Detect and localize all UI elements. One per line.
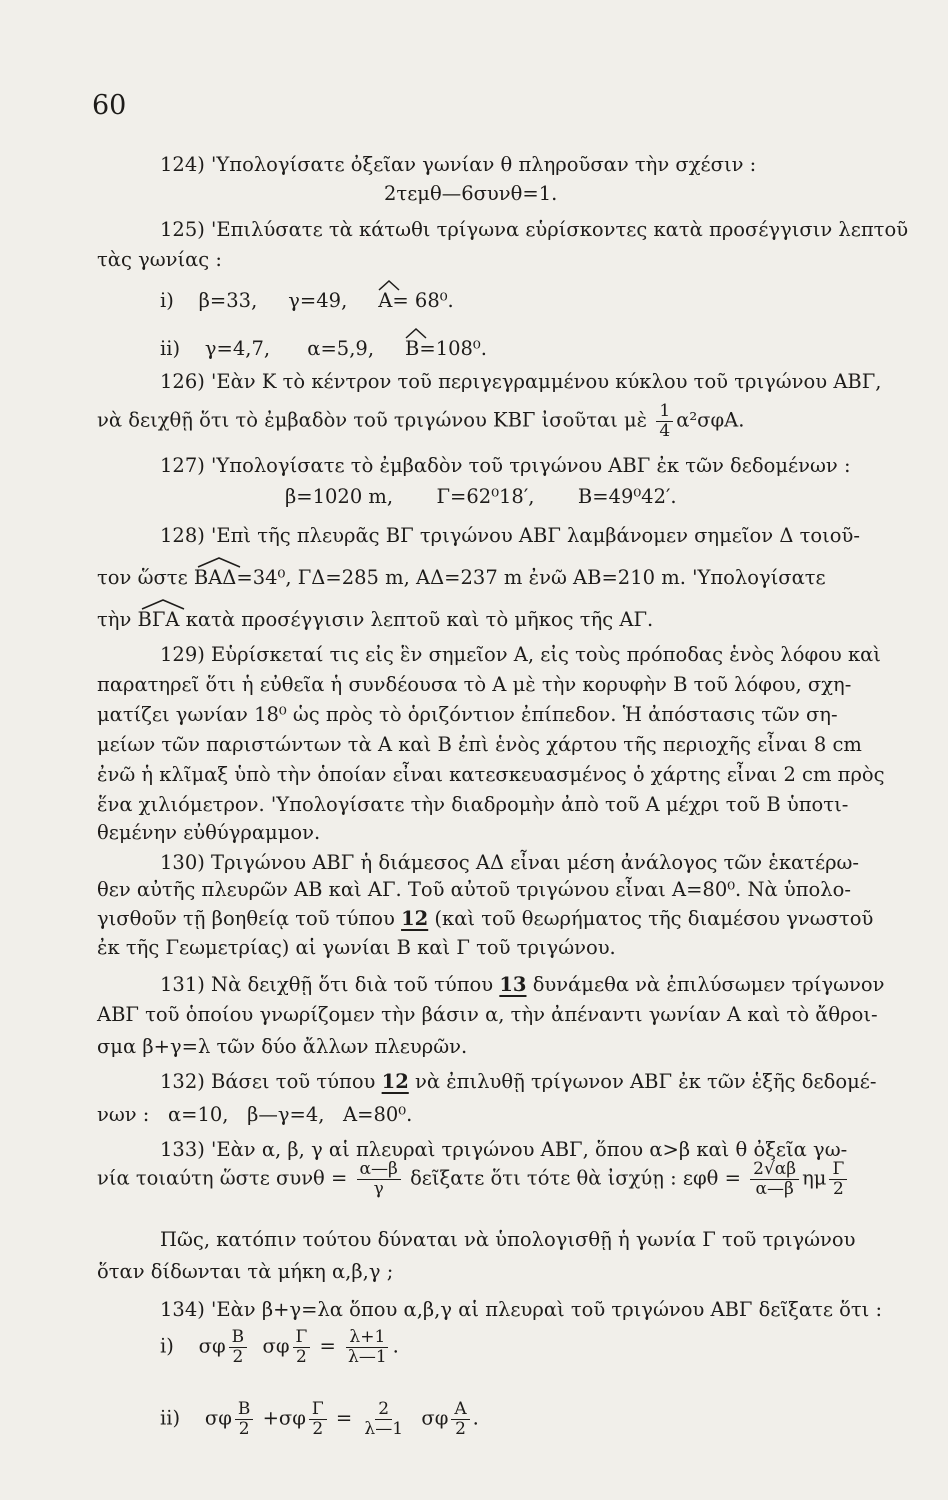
problem-129-line-4: μείων τῶν παριστώντων τὰ Α καὶ Β ἐπὶ ἑνὸς χάρτου τῆς περιοχῆς εἶναι 8 cm xyxy=(97,733,862,756)
formula-reference: 12 xyxy=(381,1070,409,1093)
text: = xyxy=(335,1406,353,1430)
fraction: $\frac{A}{2}$ xyxy=(451,1400,469,1438)
problem-129-line-5: ἐνῶ ἡ κλῖμαξ ὑπὸ τὴν ὁποίαν εἶναι κατεσκευασμένος ὁ χάρτης εἶναι 2 cm πρὸς xyxy=(97,763,885,786)
problem-130-line-1: 130) Τριγώνου ΑΒΓ ἡ διάμεσος ΑΔ εἶναι μέση ἀνάλογος τῶν ἑκατέρω- xyxy=(160,851,860,874)
fraction-half-gamma: $\frac{\Gamma}{2}$ xyxy=(829,1160,847,1198)
fraction: $\frac{B}{2}$ xyxy=(235,1400,254,1438)
value-g: Γ=62⁰18′, xyxy=(436,485,535,508)
fraction-cos: $\frac{\alpha—\beta}{\gamma}$ xyxy=(357,1160,401,1198)
angle-hat-icon xyxy=(194,556,244,568)
problem-128-line-1: 128) 'Επὶ τῆς πλευρᾶς ΒΓ τριγώνου ΑΒΓ λαμβάνομεν σημεῖον Δ τοιοῦ- xyxy=(160,524,860,547)
problem-133-line-1: 133) 'Εὰν α, β, γ αἱ πλευραὶ τριγώνου ΑΒΓ, ὅπου α>β καὶ θ ὀξεῖα γω- xyxy=(160,1138,848,1161)
value-a: = 68⁰. xyxy=(392,289,454,312)
formula-reference: 12 xyxy=(401,907,429,930)
value-b: =108⁰. xyxy=(419,337,487,360)
angle-hat-icon xyxy=(138,598,188,610)
text: ημ xyxy=(802,1166,827,1190)
problem-124-equation: 2τεμθ—6συνθ=1. xyxy=(384,182,558,205)
problem-132-line-2: νων : α=10, β—γ=4, A=80⁰. xyxy=(97,1103,413,1126)
case-label: i) xyxy=(160,1334,174,1358)
value-a: α=5,9, xyxy=(307,337,375,360)
page-number: 60 xyxy=(92,90,127,121)
angle-bga: ΒΓΑ xyxy=(138,610,180,630)
text: = xyxy=(319,1334,336,1358)
problem-128-line-3 xyxy=(97,610,653,630)
problem-125-line-1: 125) 'Επιλύσατε τὰ κάτωθι τρίγωνα εὑρίσκοντες κατὰ προσέγγισιν λεπτοῦ xyxy=(160,218,909,241)
text: δεῖξατε ὅτι τότε θὰ ἰσχύῃ : εφθ = xyxy=(410,1166,741,1190)
fraction: $\frac{2}{\lambda—1}$ xyxy=(364,1399,404,1439)
text: γισθοῦν τῇ βοηθείᾳ τοῦ τύπου xyxy=(97,907,395,930)
text: δυνάμεθα νὰ ἐπιλύσωμεν τρίγωνον xyxy=(532,973,885,996)
text: . xyxy=(392,1334,399,1358)
value-g: γ=4,7, xyxy=(204,337,271,360)
text: +σφ xyxy=(262,1406,306,1430)
problem-127-line-1: 127) 'Υπολογίσατε τὸ ἐμβαδὸν τοῦ τριγώνου ΑΒΓ ἐκ τῶν δεδομένων : xyxy=(160,454,851,477)
angle-hat-icon xyxy=(378,279,400,291)
text: σφ xyxy=(262,1334,290,1358)
text: . xyxy=(472,1406,479,1430)
text: τον ὥστε xyxy=(97,566,188,589)
problem-131-line-2: ΑΒΓ τοῦ ὁποίου γνωρίζομεν τὴν βάσιν α, τὴν ἀπέναντι γωνίαν Α καὶ τὸ ἄθροι- xyxy=(97,1003,878,1026)
text: σφ xyxy=(198,1334,226,1358)
text: σφ xyxy=(421,1406,449,1430)
problem-130-line-2: θεν αὐτῆς πλευρῶν ΑΒ καὶ ΑΓ. Τοῦ αὐτοῦ τριγώνου εἶναι Α=80⁰. Νὰ ὑπολο- xyxy=(97,878,851,901)
fraction: $\frac{\lambda+1}{\lambda—1}$ xyxy=(348,1327,387,1367)
formula-reference: 13 xyxy=(499,973,527,996)
problem-129-line-6: ἕνα χιλιόμετρον. 'Υπολογίσατε τὴν διαδρομὴν ἀπὸ τοῦ Α μέχρι τοῦ Β ὑποτι- xyxy=(97,793,849,816)
problem-125-case-ii xyxy=(160,339,487,359)
problem-130-line-4: ἐκ τῆς Γεωμετρίας) αἱ γωνίαι Β καὶ Γ τοῦ τριγώνου. xyxy=(97,936,616,959)
case-label: i) xyxy=(160,289,174,312)
angle-b: B xyxy=(405,339,419,359)
text: 132) Βάσει τοῦ τύπου xyxy=(160,1070,376,1093)
text: α²σφΑ. xyxy=(676,408,745,432)
problem-128-line-2 xyxy=(97,568,826,588)
problem-133-line-4: ὅταν δίδωνται τὰ μήκη α,β,γ ; xyxy=(97,1260,394,1283)
fraction: $\frac{\Gamma}{2}$ xyxy=(293,1328,311,1366)
fraction: $\frac{B}{2}$ xyxy=(229,1328,248,1366)
problem-129-line-3: ματίζει γωνίαν 18⁰ ὡς πρὸς τὸ ὁριζόντιον ἐπίπεδον. Ἡ ἀπόστασις τῶν ση- xyxy=(97,703,838,726)
fraction-one-quarter: $\frac{1}{4}$ xyxy=(656,402,673,440)
problem-134-case-ii xyxy=(160,1400,479,1438)
problem-125-line-2: τὰς γωνίας : xyxy=(97,248,222,271)
problem-130-line-3 xyxy=(97,909,873,929)
text: =34⁰, ΓΔ=285 m, ΑΔ=237 m ἐνῶ ΑΒ=210 m. 'Υπολογίσατε xyxy=(236,566,826,589)
value-b-angle: B=49⁰42′. xyxy=(577,485,677,508)
problem-132-line-1 xyxy=(160,1072,876,1092)
problem-129-line-7: θεμένην εὐθύγραμμον. xyxy=(97,821,321,844)
text: κατὰ προσέγγισιν λεπτοῦ καὶ τὸ μῆκος τῆς ΑΓ. xyxy=(185,608,654,631)
problem-126-line-2 xyxy=(97,402,744,440)
problem-131-line-3: σμα β+γ=λ τῶν δύο ἄλλων πλευρῶν. xyxy=(97,1035,468,1058)
text: σφ xyxy=(204,1406,232,1430)
fraction-tan: $\frac{2√\alpha\beta}{\alpha—\beta}$ xyxy=(750,1160,799,1198)
fraction: $\frac{\Gamma}{2}$ xyxy=(309,1400,327,1438)
problem-131-line-1 xyxy=(160,975,885,995)
problem-124-line-1: 124) 'Υπολογίσατε ὀξεῖαν γωνίαν θ πληροῦσαν τὴν σχέσιν : xyxy=(160,153,757,176)
case-label: ii) xyxy=(160,1406,181,1430)
text: τὴν xyxy=(97,608,132,631)
problem-133-line-2 xyxy=(97,1160,850,1198)
value-b: β=33, xyxy=(198,289,258,312)
problem-134-line-1: 134) 'Εὰν β+γ=λα ὅπου α,β,γ αἱ πλευραὶ τοῦ τριγώνου ΑΒΓ δεῖξατε ὅτι : xyxy=(160,1298,883,1321)
angle-a: A xyxy=(378,291,392,311)
value-g: γ=49, xyxy=(288,289,348,312)
angle-bad: ΒΑΔ xyxy=(194,568,237,588)
case-label: ii) xyxy=(160,337,181,360)
problem-133-line-3: Πῶς, κατόπιν τούτου δύναται νὰ ὑπολογισθῇ ἡ γωνία Γ τοῦ τριγώνου xyxy=(160,1228,856,1251)
problem-129-line-1: 129) Εὑρίσκεταί τις εἰς ἓν σημεῖον Α, εἰς τοὺς πρόποδας ἑνὸς λόφου καὶ xyxy=(160,643,881,666)
text: 131) Νὰ δειχθῇ ὅτι διὰ τοῦ τύπου xyxy=(160,973,494,996)
value-b: β=1020 m, xyxy=(285,485,394,508)
problem-126-line-1: 126) 'Εὰν Κ τὸ κέντρον τοῦ περιγεγραμμένου κύκλου τοῦ τριγώνου ΑΒΓ, xyxy=(160,370,882,393)
problem-129-line-2: παρατηρεῖ ὅτι ἡ εὐθεῖα ἡ συνδέουσα τὸ Α μὲ τὴν κορυφὴν Β τοῦ λόφου, σχη- xyxy=(97,673,852,696)
angle-hat-icon xyxy=(405,327,427,339)
problem-125-case-i xyxy=(160,291,454,311)
problem-134-case-i xyxy=(160,1328,399,1366)
text: νία τοιαύτη ὥστε συνθ = xyxy=(97,1166,348,1190)
problem-127-values xyxy=(285,487,677,507)
text: νὰ δειχθῇ ὅτι τὸ ἐμβαδὸν τοῦ τριγώνου ΚΒΓ ἰσοῦται μὲ xyxy=(97,408,648,432)
text: νὰ ἐπιλυθῇ τρίγωνον ΑΒΓ ἐκ τῶν ἑξῆς δεδομέ- xyxy=(414,1070,877,1093)
text: (καὶ τοῦ θεωρήματος τῆς διαμέσου γνωστοῦ xyxy=(434,907,874,930)
